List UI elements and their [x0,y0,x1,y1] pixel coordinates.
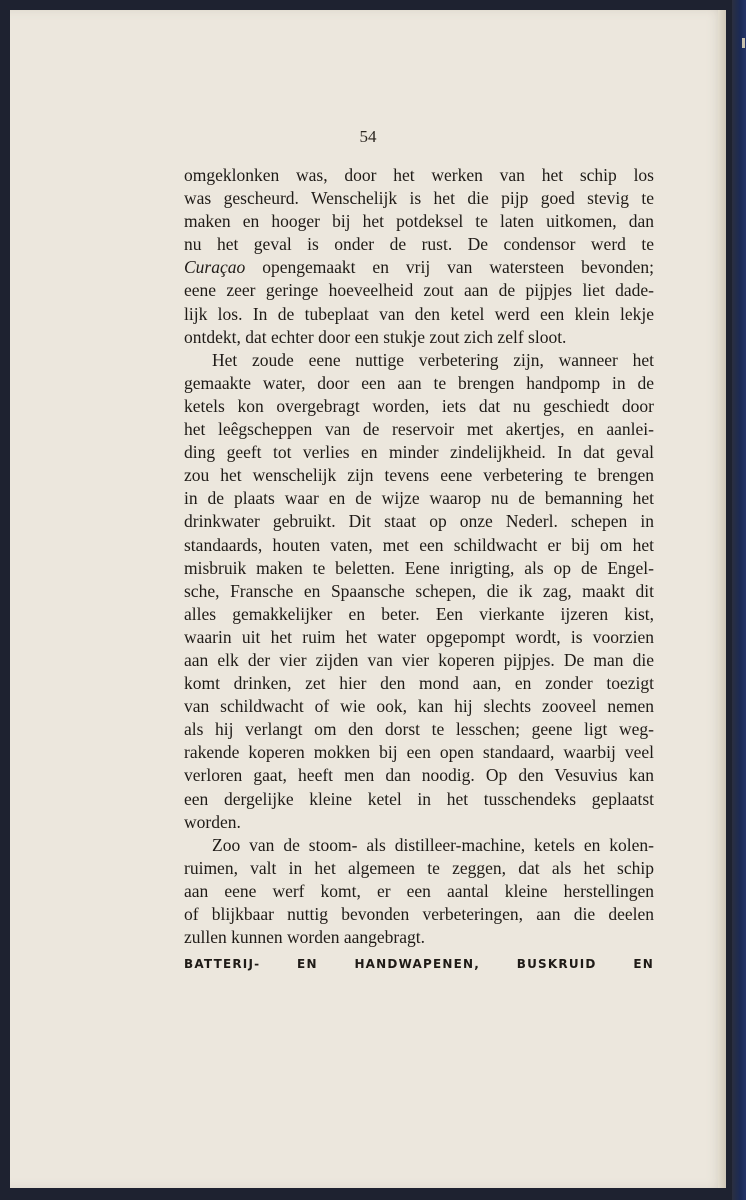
text-line: alles gemakkelijker en beter. Een vierkante ijzeren kist, [184,603,654,624]
heading-word: BUSKRUID [516,957,597,972]
text-line: ding geeft tot verlies en minder zindelijkheid. In dat geval [184,442,654,463]
text-line: eene zeer geringe hoeveelheid zout aan de pijpjes liet dade- [184,280,654,301]
page-number: 54 [359,127,377,146]
text-line: standaards, houten vaten, met een schildwacht er bij om het [184,534,654,555]
text-line: sche, Fransche en Spaansche schepen, die ik zag, maakt dit [184,580,654,601]
book-page [10,10,726,1188]
section-heading [184,952,654,976]
page-edge [718,10,726,1188]
text-line: een dergelijke kleine ketel in het tusschendeks geplaatst [184,788,654,809]
italic-place-name: Curaçao [184,257,246,278]
text-line: waarin uit het ruim het water opgepompt wordt, is voorzien [184,626,654,647]
text-line: maken en hooger bij het potdeksel te laten uitkomen, dan [184,211,654,232]
text-line: zullen kunnen worden aangebragt. [184,927,426,948]
text-line: rakende koperen mokken bij een open standaard, waarbij veel [184,742,654,763]
text-line: komt drinken, zet hier den mond aan, en zonder toezigt [184,673,654,694]
text-line: omgeklonken was, door het werken van het schip los [184,165,654,185]
heading-word: HANDWAPENEN, [354,957,480,972]
book-spine [732,0,746,1200]
text-line: ketels kon overgebragt worden, iets dat nu geschiedt door [184,395,654,416]
text-line: van schildwacht of wie ook, kan hij slechts zooveel nemen [184,696,654,717]
text-line: worden. [184,811,241,832]
spine-mark [742,38,745,48]
text-line [184,256,654,279]
text-line: het leêgscheppen van de reservoir met akertjes, en aanlei- [184,419,654,440]
heading-word: EN [297,957,318,972]
text-line: misbruik maken te beletten. Eene inrigting, als op de Engel- [184,557,654,578]
text-line: in de plaats waar en de wijze waarop nu de bemanning het [184,488,654,509]
text-line: ontdekt, dat echter door een stukje zout zich zelf sloot. [184,326,567,347]
text-line-rest: opengemaakt en vrij van watersteen bevonden; [262,257,654,278]
text-line: drinkwater gebruikt. Dit staat op onze Nederl. schepen in [184,511,654,532]
heading-word: BATTERIJ- [184,957,261,972]
text-line: als hij verlangt om den dorst te lesschen; geene ligt weg- [184,719,654,740]
text-line: lijk los. In de tubeplaat van den ketel werd een klein lekje [184,303,654,324]
text-line: aan elk der vier zijden van vier koperen pijpjes. De man die [184,649,654,670]
body-text [184,164,654,976]
text-line: gemaakte water, door een aan te brengen handpomp in de [184,372,654,393]
text-line: aan eene werf komt, er een aantal kleine herstellingen [184,880,654,901]
text-line: nu het geval is onder de rust. De condensor werd te [184,234,654,255]
heading-word: EN [633,957,654,972]
text-line: Zoo van de stoom- als distilleer-machine, ketels en kolen- [212,834,654,855]
text-line: was gescheurd. Wenschelijk is het die pijp goed stevig te [184,188,654,209]
text-line: of blijkbaar nuttig bevonden verbeteringen, aan die deelen [184,904,654,924]
text-line: verloren gaat, heeft men dan noodig. Op den Vesuvius kan [184,765,654,786]
text-line: Het zoude eene nuttige verbetering zijn, wanneer het [212,349,654,370]
text-line: zou het wenschelijk zijn tevens eene verbetering te brengen [184,465,654,486]
text-line: ruimen, valt in het algemeen te zeggen, dat als het schip [184,857,654,878]
